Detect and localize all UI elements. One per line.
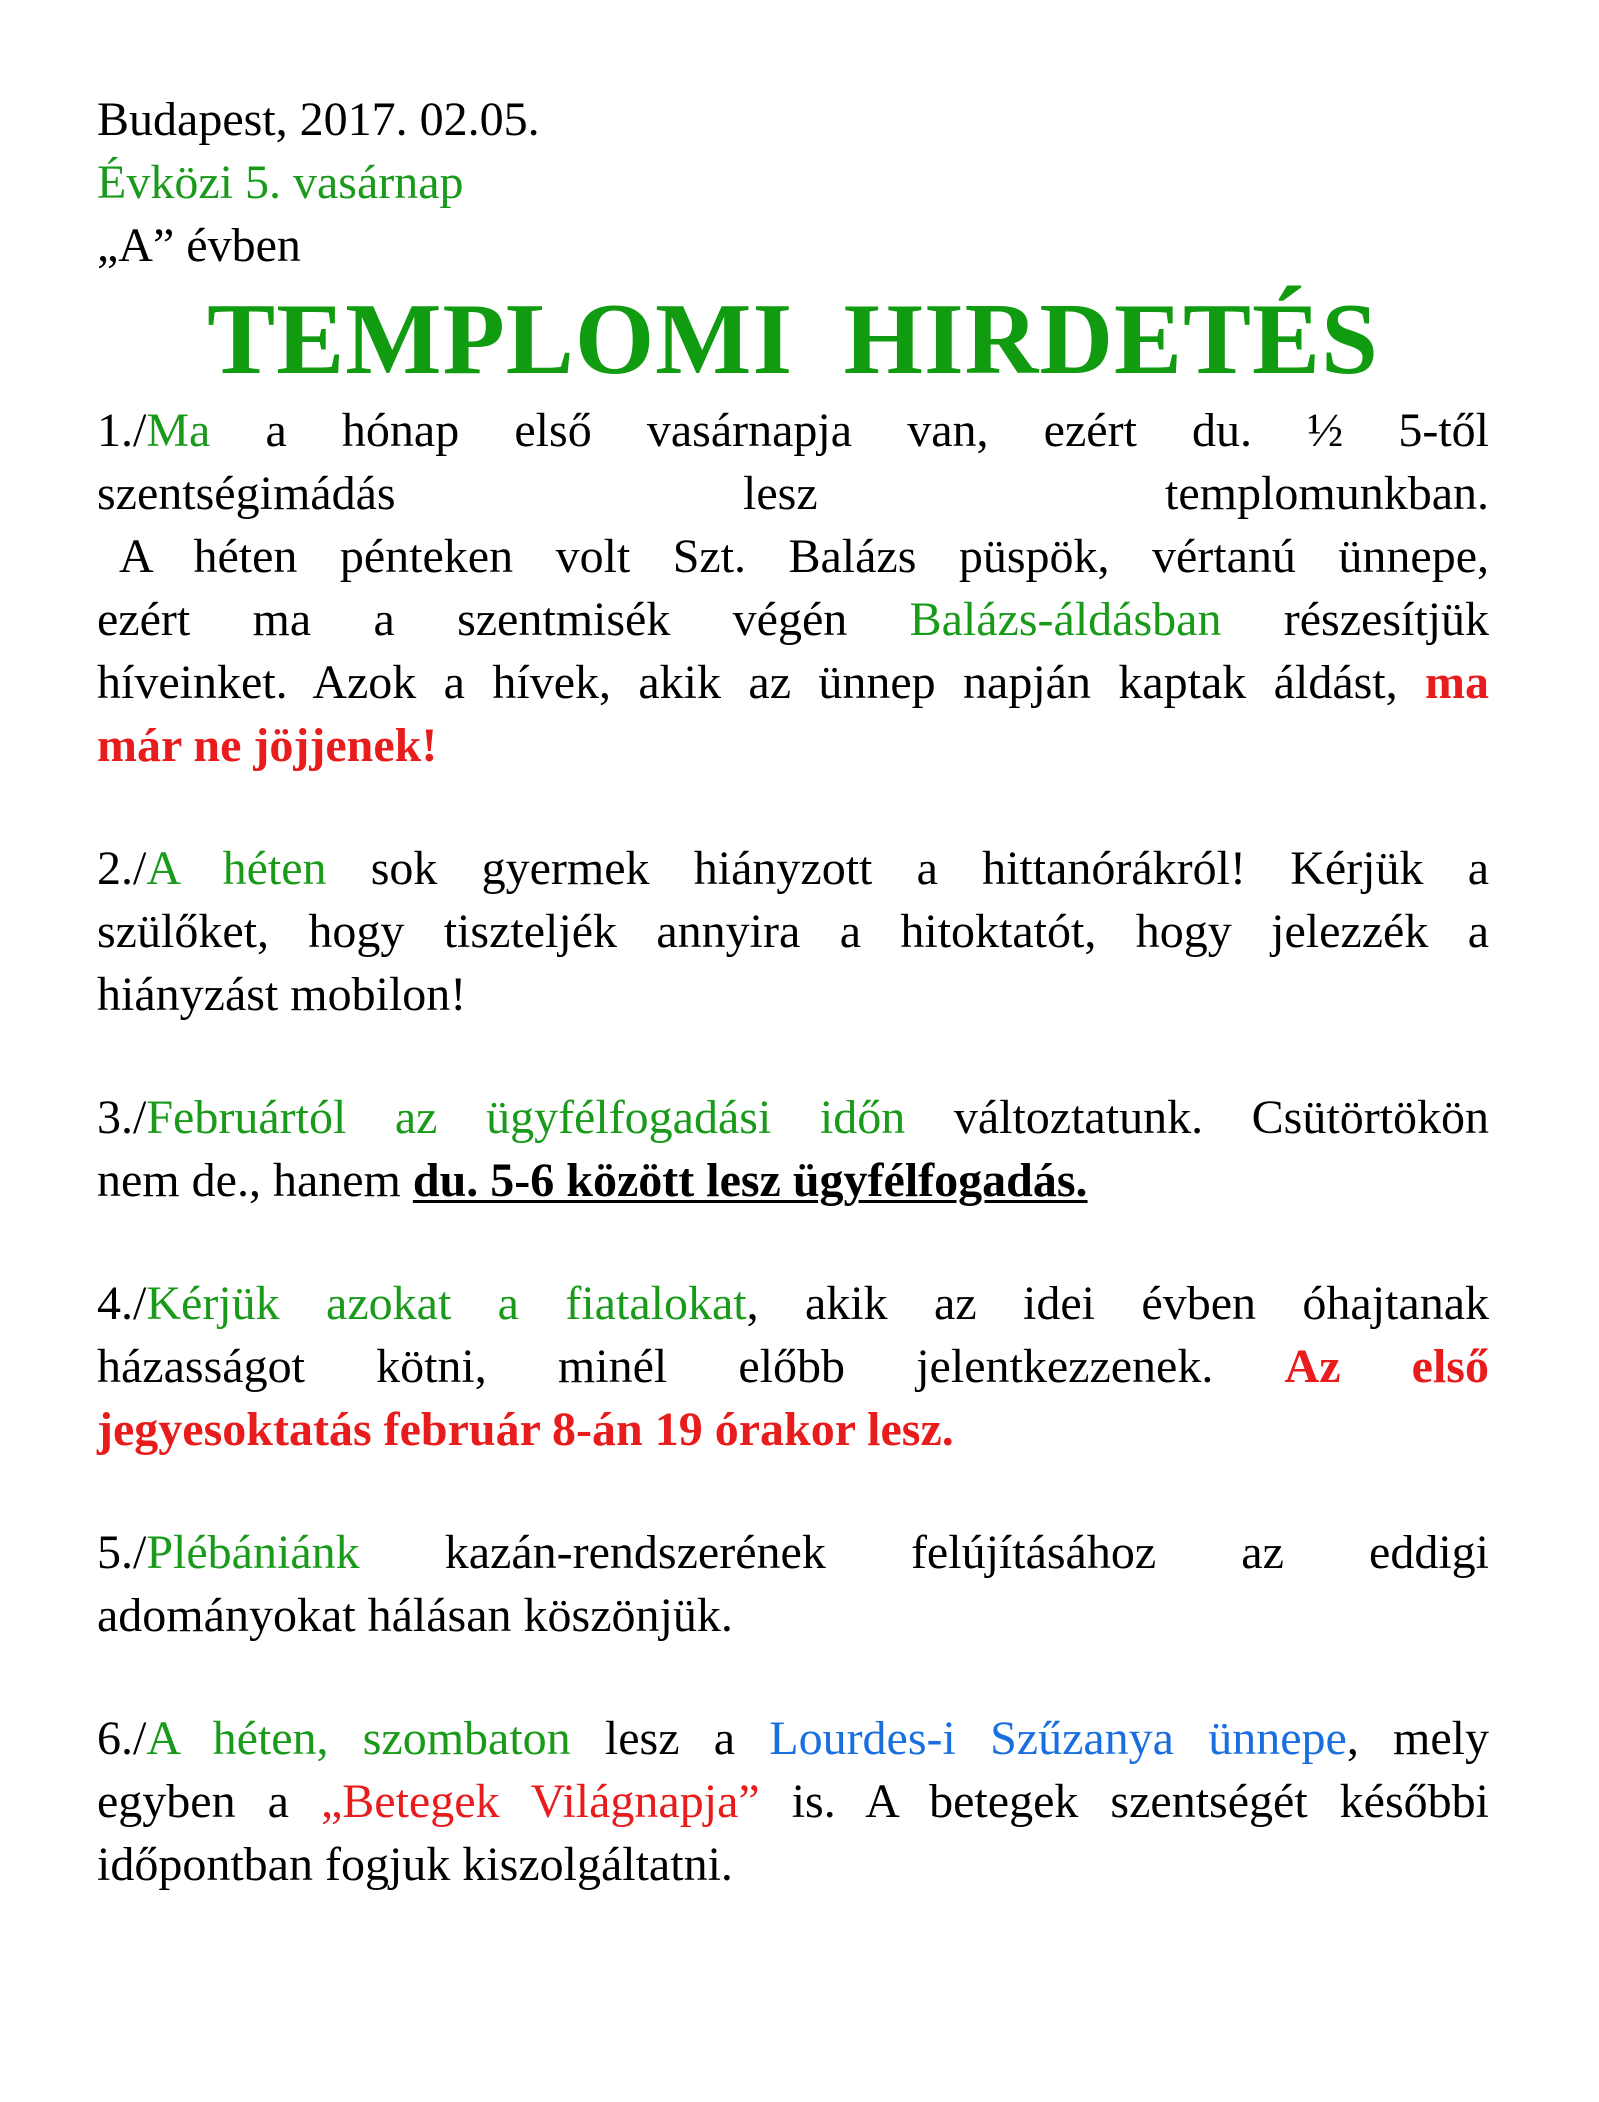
text-segment: adományokat hálásan köszönjük.: [97, 1589, 733, 1642]
text-segment: időpontban fogjuk kiszolgáltatni.: [97, 1838, 733, 1891]
text-segment: sok gyermek hiányzott a hittanórákról! Kérjük a: [326, 842, 1489, 895]
text-segment: „Betegek Világnapja”: [320, 1775, 760, 1828]
text-segment: is. A betegek szentségét későbbi: [759, 1775, 1489, 1828]
sunday-line: Évközi 5. vasárnap: [97, 156, 464, 209]
text-segment: Februártól az ügyfélfogadási időn: [146, 1091, 906, 1144]
announcement-line: [97, 1335, 1489, 1398]
announcement-item-6: [97, 1707, 1489, 1896]
item-spacer: [97, 1212, 1489, 1272]
text-segment: , mely: [1346, 1712, 1489, 1765]
text-segment: ezért ma a szentmisék végén: [97, 593, 910, 646]
announcement-item-4: [97, 1272, 1489, 1461]
text-segment: Balázs-áldásban: [909, 593, 1222, 646]
announcement-line: [97, 1086, 1489, 1149]
text-segment: jegyesoktatás február 8-án 19 órakor lesz.: [97, 1403, 954, 1456]
text-segment: kazán-rendszerének felújításához az eddigi: [359, 1526, 1489, 1579]
item-spacer: [97, 1461, 1489, 1521]
text-segment: Lourdes-i Szűzanya ünnepe: [769, 1712, 1347, 1765]
page-title: TEMPLOMI HIRDETÉS: [207, 283, 1379, 396]
announcement-line: [97, 462, 1489, 525]
text-segment: hiányzást mobilon!: [97, 968, 467, 1021]
announcement-line: [97, 525, 1489, 588]
text-segment: Ma: [146, 404, 211, 457]
text-segment: Az első: [1284, 1340, 1489, 1393]
announcement-list: [97, 399, 1489, 1896]
announcement-item-3: [97, 1086, 1489, 1212]
text-segment: A héten pénteken volt Szt. Balázs püspök, vértanú ünnepe,: [119, 530, 1489, 583]
announcement-item-1: [97, 399, 1489, 777]
announcement-line: [97, 1521, 1489, 1584]
item-number: 4./: [97, 1277, 147, 1330]
announcement-line: [97, 651, 1489, 714]
year-line: „A” évben: [97, 219, 301, 272]
text-segment: szentségimádás lesz templomunkban.: [97, 467, 1489, 520]
announcement-line: [97, 900, 1489, 963]
date-line: Budapest, 2017. 02.05.: [97, 93, 540, 146]
item-number: 5./: [97, 1526, 147, 1579]
announcement-line: [97, 1770, 1489, 1833]
text-segment: lesz a: [570, 1712, 770, 1765]
text-segment: Kérjük azokat a fiatalokat: [146, 1277, 747, 1330]
announcement-line: [97, 399, 1489, 462]
announcement-line: [97, 1707, 1489, 1770]
announcement-page: [97, 88, 1489, 1896]
announcement-line: [97, 588, 1489, 651]
announcement-line: [97, 1584, 1489, 1647]
announcement-item-5: [97, 1521, 1489, 1647]
announcement-line: [97, 1272, 1489, 1335]
text-segment: nem de., hanem: [97, 1154, 413, 1207]
announcement-line: [97, 1833, 1489, 1896]
item-number: 3./: [97, 1091, 147, 1144]
announcement-line: [97, 1398, 1489, 1461]
item-spacer: [97, 1026, 1489, 1086]
text-segment: , akik az idei évben óhajtanak: [746, 1277, 1489, 1330]
text-segment: Plébániánk: [146, 1526, 360, 1579]
text-segment: du. 5-6 között lesz ügyfélfogadás.: [412, 1154, 1088, 1207]
text-segment: a hónap első vasárnapja van, ezért du. ½ 5-től: [210, 404, 1489, 457]
item-spacer: [97, 777, 1489, 837]
announcement-line: [97, 963, 1489, 1026]
text-segment: szülőket, hogy tiszteljék annyira a hitoktatót, hogy jelezzék a: [97, 905, 1489, 958]
item-number: 2./: [97, 842, 147, 895]
announcement-item-2: [97, 837, 1489, 1026]
text-segment: A héten: [146, 842, 327, 895]
text-segment: ma: [1425, 656, 1489, 709]
announcement-line: [97, 837, 1489, 900]
text-segment: változtatunk. Csütörtökön: [905, 1091, 1490, 1144]
announcement-line: [97, 1149, 1489, 1212]
text-segment: már ne jöjjenek!: [97, 719, 438, 772]
item-number: 6./: [97, 1712, 147, 1765]
announcement-line: [97, 714, 1489, 777]
item-number: 1./: [97, 404, 147, 457]
text-segment: egyben a: [97, 1775, 321, 1828]
text-segment: híveinket. Azok a hívek, akik az ünnep napján kaptak áldást,: [97, 656, 1426, 709]
text-segment: A héten, szombaton: [146, 1712, 571, 1765]
item-spacer: [97, 1647, 1489, 1707]
text-segment: házasságot kötni, minél előbb jelentkezzenek.: [97, 1340, 1285, 1393]
text-segment: részesítjük: [1221, 593, 1490, 646]
